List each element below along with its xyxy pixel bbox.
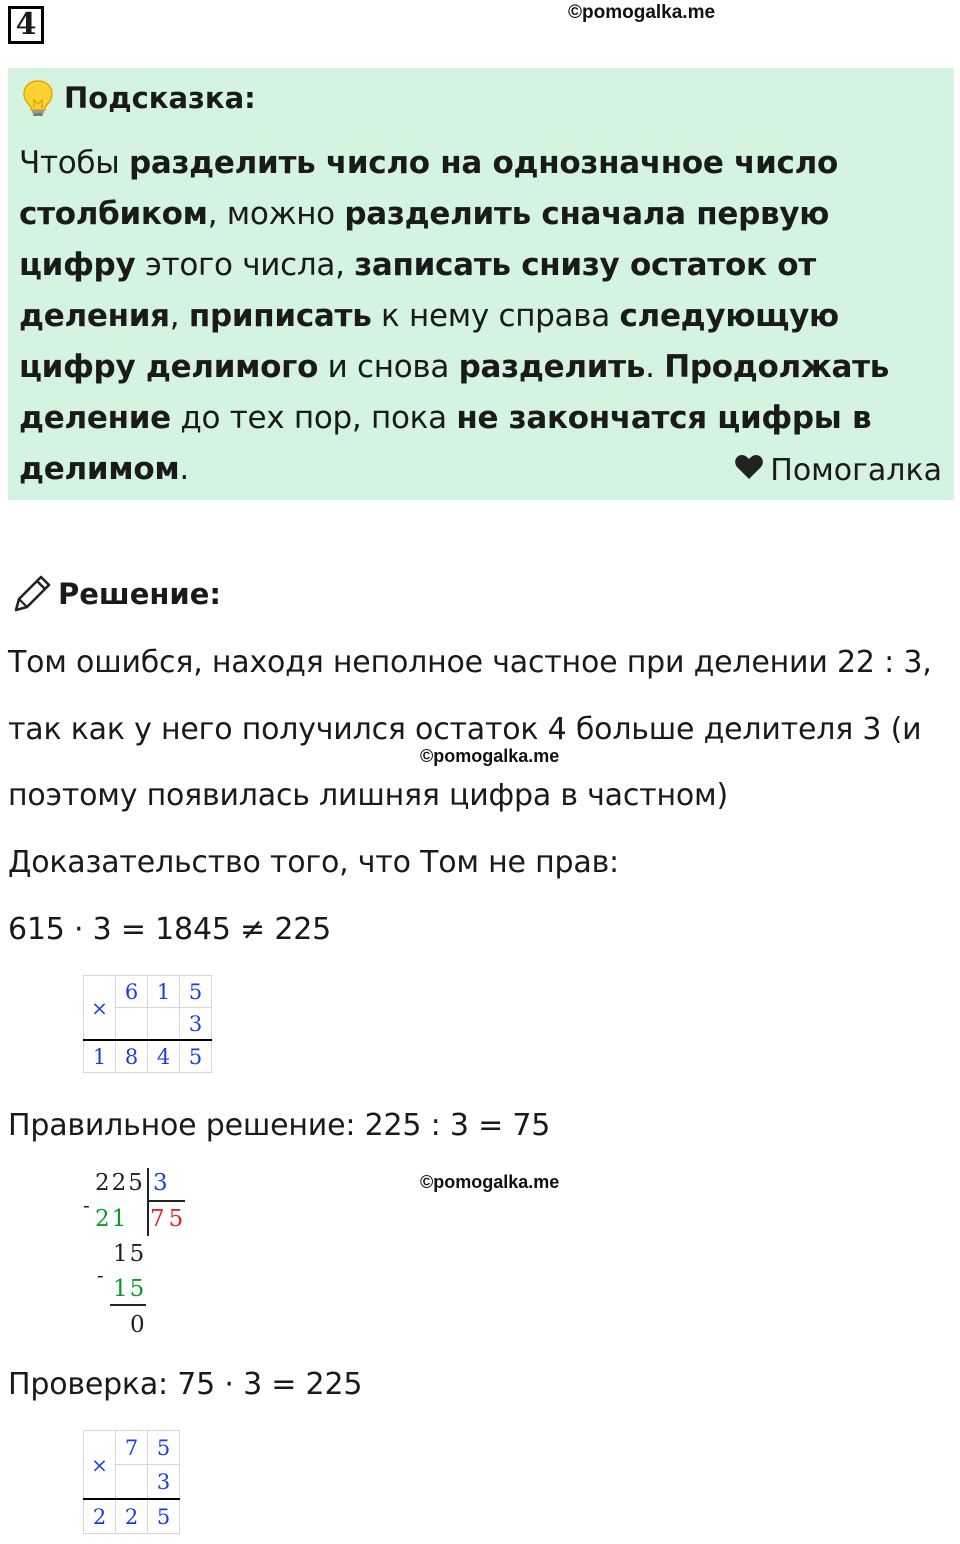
hint-text-segment: и снова xyxy=(318,349,459,385)
grid-cell xyxy=(148,1008,180,1041)
grid-cell: 5 xyxy=(148,1431,180,1465)
check-line: Проверка: 75 · 3 = 225 xyxy=(8,1367,363,1402)
remainder-1: 15 xyxy=(113,1241,147,1267)
watermark: ©pomogalka.me xyxy=(568,2,716,23)
hint-text-segment: к нему справа xyxy=(371,298,620,334)
hint-text-segment: Чтобы xyxy=(19,145,129,181)
hint-title: Подсказка: xyxy=(64,81,256,115)
grid-cell: 3 xyxy=(180,1008,212,1041)
watermark-2: ©pomogalka.me xyxy=(420,746,560,766)
hint-text-segment: . xyxy=(645,349,665,385)
pencil-icon xyxy=(10,572,54,620)
hint-text-segment: . xyxy=(179,451,189,487)
minus-sign: - xyxy=(83,1193,90,1217)
grid-cell: 5 xyxy=(180,1040,212,1073)
task-number: 4 xyxy=(8,6,44,44)
hint-bold-text: разделить число на однозначное число столбиком xyxy=(19,145,839,232)
grid-cell: 1 xyxy=(84,1040,116,1073)
grid-cell: 7 xyxy=(116,1431,148,1465)
multiply-sign: × xyxy=(84,1431,116,1500)
final-remainder: 0 xyxy=(130,1312,145,1338)
hint-bold-text: записать снизу остаток от деления xyxy=(19,247,816,334)
hint-text-segment: до тех пор, пока xyxy=(170,400,457,436)
hint-bold-text: разделить xyxy=(458,349,646,385)
multiplication-grid-2 xyxy=(83,1430,180,1534)
solution-line-2: так как у него получился остаток 4 больше делителя 3 (и xyxy=(8,712,922,747)
divisor: 3 xyxy=(153,1170,168,1196)
grid-cell: 4 xyxy=(148,1040,180,1073)
hint-bold-text: не закончатся цифры в делимом xyxy=(19,400,872,487)
grid-cell: 1 xyxy=(148,976,180,1008)
division-bar xyxy=(147,1168,149,1236)
solution-line-1: Том ошибся, находя неполное частное при делении 22 : 3, xyxy=(8,645,932,680)
multiplication-grid-1 xyxy=(83,975,212,1073)
correct-solution-line: Правильное решение: 225 : 3 = 75 xyxy=(8,1108,551,1143)
solution-title: Решение: xyxy=(58,577,222,611)
grid-cell: 2 xyxy=(84,1499,116,1534)
quotient: 75 xyxy=(150,1206,188,1232)
division-line xyxy=(147,1200,185,1202)
grid-cell: 2 xyxy=(116,1499,148,1534)
lightbulb-icon xyxy=(20,78,56,122)
hint-bold-text: следующую цифру делимого xyxy=(19,298,839,385)
signature xyxy=(734,450,942,492)
hint-bold-text: Продолжать деление xyxy=(19,349,890,436)
hint-text xyxy=(19,138,949,495)
grid-cell xyxy=(116,1008,148,1041)
grid-cell: 8 xyxy=(116,1040,148,1073)
result-line xyxy=(110,1304,146,1306)
watermark-3: ©pomogalka.me xyxy=(420,1172,560,1192)
solution-line-4: Доказательство того, что Том не прав: xyxy=(8,845,619,880)
multiply-sign: × xyxy=(84,976,116,1041)
grid-cell xyxy=(116,1465,148,1500)
solution-line-5: 615 · 3 = 1845 ≠ 225 xyxy=(8,912,331,947)
hint-bold-text: разделить сначала первую цифру xyxy=(19,196,830,283)
heart-icon xyxy=(734,450,764,492)
hint-text-segment: , xyxy=(169,298,189,334)
hint-bold-text: приписать xyxy=(188,298,372,334)
grid-cell: 5 xyxy=(180,976,212,1008)
hint-text-segment: , можно xyxy=(207,196,345,232)
grid-cell: 5 xyxy=(148,1499,180,1534)
long-division xyxy=(80,1164,200,1344)
subtrahend-1: 21 xyxy=(95,1206,129,1232)
hint-text-segment: этого числа, xyxy=(135,247,355,283)
dividend: 225 xyxy=(95,1170,145,1196)
grid-cell: 3 xyxy=(148,1465,180,1500)
minus-sign: - xyxy=(97,1263,104,1287)
subtrahend-2: 15 xyxy=(113,1276,147,1302)
grid-cell: 6 xyxy=(116,976,148,1008)
solution-line-3: поэтому появилась лишняя цифра в частном) xyxy=(8,778,728,813)
signature-label: Помогалка xyxy=(770,453,942,488)
